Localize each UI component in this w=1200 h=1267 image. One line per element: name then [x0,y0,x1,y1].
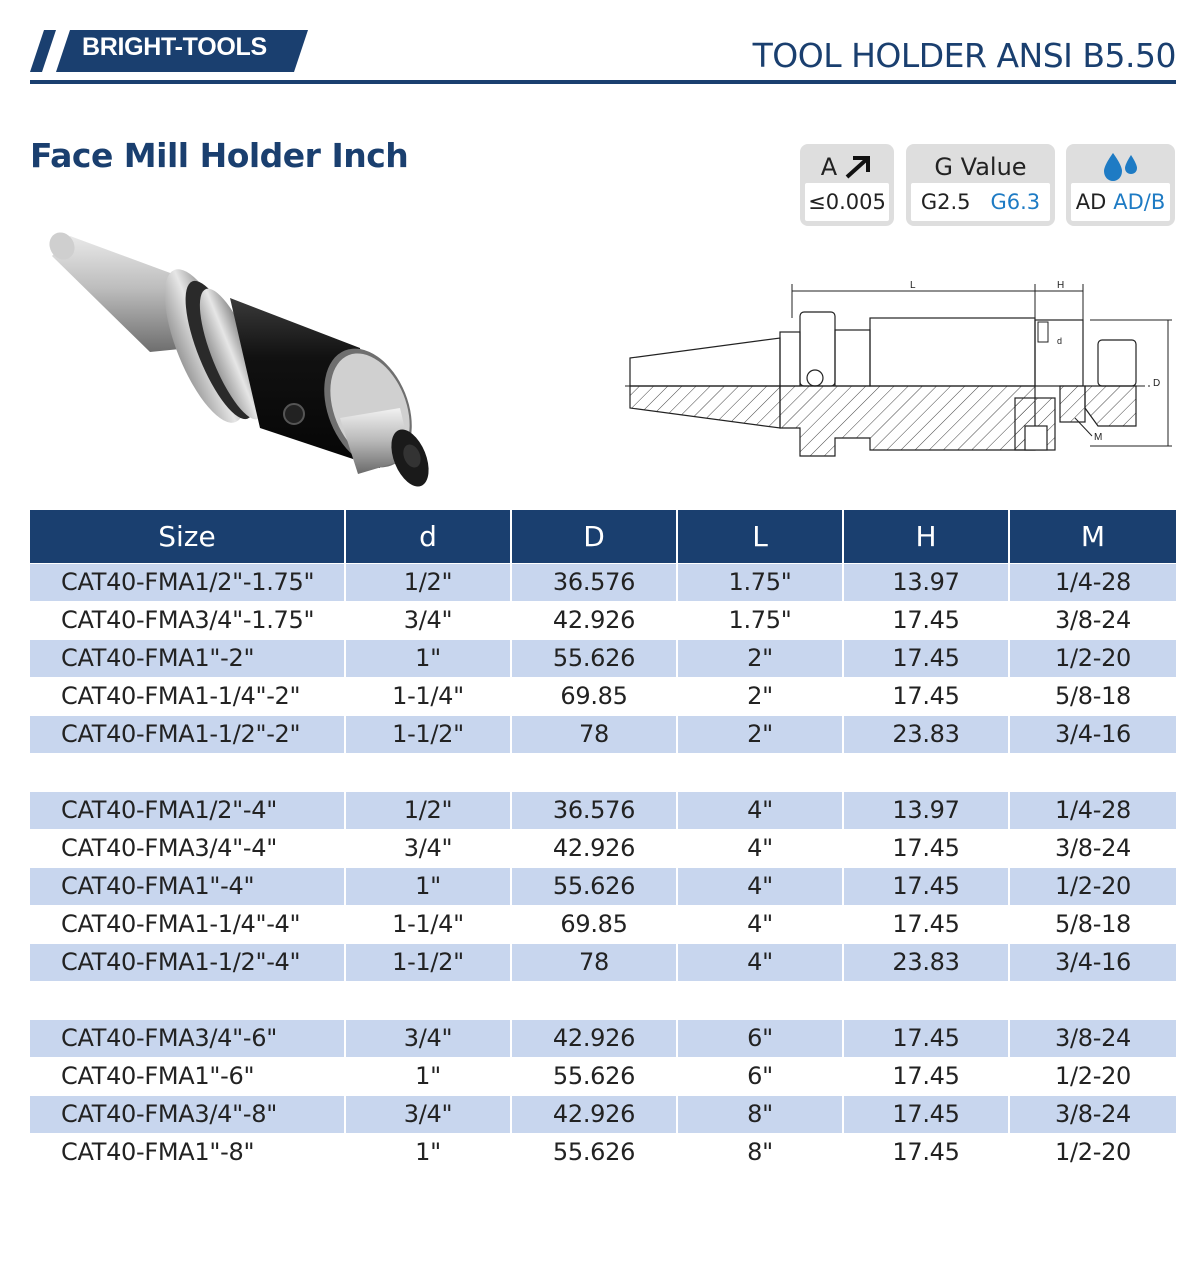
cell-L: 2" [678,678,844,716]
cell-H: 23.83 [844,716,1010,754]
cell-size: CAT40-FMA1"-2" [30,640,346,678]
table-row [30,906,1176,944]
cell-D: 78 [512,944,678,982]
cell-size: CAT40-FMA3/4"-6" [30,1020,346,1058]
cell-H: 17.45 [844,1020,1010,1058]
table-row [30,716,1176,754]
table-row [30,678,1176,716]
cell-L: 1.75" [678,564,844,602]
table-row [30,792,1176,830]
cell-d: 1-1/2" [346,944,512,982]
balance-grade-2: G6.3 [990,190,1041,214]
accuracy-value: ≤0.005 [808,190,886,214]
cell-L: 8" [678,1134,844,1172]
cell-size: CAT40-FMA1-1/4"-4" [30,906,346,944]
table-row [30,602,1176,640]
cell-size: CAT40-FMA3/4"-8" [30,1096,346,1134]
cell-d: 1/2" [346,792,512,830]
cell-L: 4" [678,906,844,944]
accuracy-badge [800,144,894,226]
table-row [30,564,1176,602]
cell-size: CAT40-FMA3/4"-4" [30,830,346,868]
cell-D: 42.926 [512,830,678,868]
technical-drawing [620,278,1180,468]
brand-logo: BRIGHT-TOOLS [82,33,267,61]
cell-H: 17.45 [844,640,1010,678]
col-header-d: d [346,510,512,563]
cell-size: CAT40-FMA1"-6" [30,1058,346,1096]
coolant-badge [1066,144,1175,226]
table-row [30,944,1176,982]
cell-H: 23.83 [844,944,1010,982]
cell-M: 1/2-20 [1054,1062,1132,1091]
cell-D: 36.576 [512,792,678,830]
runout-arrow-icon [843,154,873,180]
table-row [30,868,1176,906]
cell-size: CAT40-FMA1-1/2"-4" [30,944,346,982]
cell-H: 17.45 [844,1134,1010,1172]
cell-H: 17.45 [844,1096,1010,1134]
cell-M: 3/4-16 [1010,716,1176,754]
cell-size: CAT40-FMA1"-8" [30,1134,346,1172]
spec-table [30,510,1176,1171]
table-row [30,1058,1176,1096]
coolant-drops-icon [1100,151,1142,183]
cell-L: 2" [678,716,844,754]
cell-M: 1/4-28 [1010,792,1176,830]
cell-d: 1" [346,868,512,906]
cell-D: 42.926 [512,1096,678,1134]
cell-L: 4" [678,868,844,906]
cell-H: 17.45 [844,678,1010,716]
cell-M: 1/2-20 [1010,868,1176,906]
col-header-M: M [1010,510,1176,563]
cell-d: 1-1/4" [346,678,512,716]
cell-D: 55.626 [512,640,678,678]
cell-D: 55.626 [512,1134,678,1172]
cell-L: 4" [678,830,844,868]
coolant-type-1: AD [1075,190,1107,214]
page-title: Face Mill Holder Inch [30,136,409,175]
col-header-H: H [844,510,1010,563]
balance-label: G Value [934,153,1027,181]
cell-M: 1/4-28 [1010,564,1176,602]
table-row [30,830,1176,868]
col-header-size: Size [30,510,346,563]
dim-label-H: H [1057,280,1065,291]
cell-M: 3/4-16 [1010,944,1176,982]
cell-L: 6" [678,1020,844,1058]
cell-d: 1" [346,1134,512,1172]
cell-d: 3/4" [346,1020,512,1058]
cell-H: 13.97 [844,564,1010,602]
balance-badge [906,144,1055,226]
table-row [30,1020,1176,1058]
cell-size: CAT40-FMA1-1/2"-2" [30,716,346,754]
cell-d: 1-1/4" [346,906,512,944]
cell-D: 36.576 [512,564,678,602]
dim-label-D: D [1153,378,1161,389]
col-header-L: L [678,510,844,563]
cell-D: 42.926 [512,602,678,640]
dim-label-d: d [1057,336,1063,346]
cell-H: 17.45 [844,1058,1010,1096]
dim-label-M: M [1094,432,1103,443]
cell-L: 8" [678,1096,844,1134]
cell-d: 3/4" [346,602,512,640]
cell-H: 17.45 [844,868,1010,906]
cell-M: 3/8-24 [1054,834,1132,863]
cell-H: 17.45 [844,830,1010,868]
cell-D: 55.626 [512,868,678,906]
cell-M: 1/2-20 [1054,1138,1132,1167]
cell-size: CAT40-FMA1-1/4"-2" [30,678,346,716]
balance-grade-1: G2.5 [920,190,971,214]
table-row [30,1096,1176,1134]
cell-L: 4" [678,792,844,830]
cell-L: 1.75" [678,602,844,640]
accuracy-label: A [820,153,838,181]
cell-d: 3/4" [346,1096,512,1134]
dim-label-L: L [910,280,916,291]
cell-size: CAT40-FMA1"-4" [30,868,346,906]
cell-D: 42.926 [512,1020,678,1058]
col-header-D: D [512,510,678,563]
table-row [30,640,1176,678]
cell-D: 69.85 [512,678,678,716]
product-photo [40,228,440,503]
cell-M: 5/8-18 [1054,682,1132,711]
group-spacer [30,753,1176,791]
cell-size: CAT40-FMA3/4"-1.75" [30,602,346,640]
cell-H: 17.45 [844,602,1010,640]
cell-d: 1/2" [346,564,512,602]
cell-M: 3/8-24 [1010,1020,1176,1058]
cell-size: CAT40-FMA1/2"-4" [30,792,346,830]
cell-M: 3/8-24 [1010,1096,1176,1134]
cell-d: 1-1/2" [346,716,512,754]
cell-d: 3/4" [346,830,512,868]
table-header [30,510,1176,563]
table-row [30,1134,1176,1172]
group-spacer [30,981,1176,1019]
cell-L: 2" [678,640,844,678]
header-divider [30,80,1176,84]
cell-M: 1/2-20 [1010,640,1176,678]
cell-H: 13.97 [844,792,1010,830]
cell-d: 1" [346,640,512,678]
coolant-type-2: AD/B [1113,190,1166,214]
header-title: TOOL HOLDER ANSI B5.50 [752,36,1176,75]
cell-L: 4" [678,944,844,982]
cell-H: 17.45 [844,906,1010,944]
cell-M: 5/8-18 [1054,910,1132,939]
cell-D: 78 [512,716,678,754]
cell-D: 69.85 [512,906,678,944]
cell-D: 55.626 [512,1058,678,1096]
cell-d: 1" [346,1058,512,1096]
cell-size: CAT40-FMA1/2"-1.75" [30,564,346,602]
cell-M: 3/8-24 [1054,606,1132,635]
cell-L: 6" [678,1058,844,1096]
